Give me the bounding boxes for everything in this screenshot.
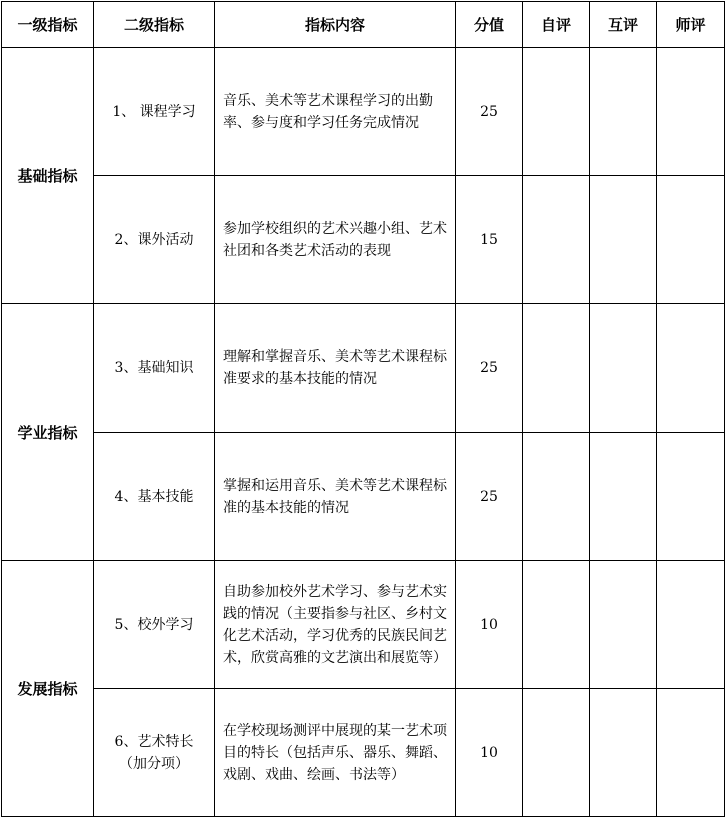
header-level2: 二级指标 [94,2,215,48]
evaluation-table [1,1,725,817]
item-content: 参加学校组织的艺术兴趣小组、艺术社团和各类艺术活动的表现 [215,176,456,304]
item-content: 自助参加校外艺术学习、参与艺术实践的情况（主要指参与社区、乡村文化艺术活动，学习优秀的民族民间艺术，欣赏高雅的文艺演出和展览等） [215,561,456,689]
group-name: 学业指标 [2,304,94,561]
item-content: 理解和掌握音乐、美术等艺术课程标准要求的基本技能的情况 [215,304,456,433]
item-name: 5、校外学习 [94,561,215,689]
item-note: （加分项） [119,755,189,772]
table-row [2,176,725,304]
table-row [2,561,725,689]
group-name: 基础指标 [2,48,94,304]
header-score: 分值 [456,2,523,48]
self-eval-cell[interactable] [523,176,590,304]
header-content: 指标内容 [215,2,456,48]
item-score: 25 [456,304,523,433]
item-name: 3、基础知识 [94,304,215,433]
table-row [2,48,725,176]
header-level1: 一级指标 [2,2,94,48]
peer-eval-cell[interactable] [590,689,657,817]
item-name-cell [94,689,215,817]
self-eval-cell[interactable] [523,689,590,817]
teacher-eval-cell[interactable] [657,689,725,817]
teacher-eval-cell[interactable] [657,304,725,433]
peer-eval-cell[interactable] [590,304,657,433]
teacher-eval-cell[interactable] [657,48,725,176]
table-row [2,304,725,433]
item-score: 15 [456,176,523,304]
peer-eval-cell[interactable] [590,176,657,304]
item-name: 4、基本技能 [94,433,215,561]
header-row [2,2,725,48]
item-name: 2、课外活动 [94,176,215,304]
item-score: 25 [456,48,523,176]
item-score: 10 [456,689,523,817]
header-teacher-eval: 师评 [657,2,725,48]
peer-eval-cell[interactable] [590,48,657,176]
self-eval-cell[interactable] [523,561,590,689]
item-name: 6、艺术特长 [114,733,194,750]
self-eval-cell[interactable] [523,433,590,561]
item-name: 1、 课程学习 [94,48,215,176]
header-self-eval: 自评 [523,2,590,48]
peer-eval-cell[interactable] [590,561,657,689]
item-score: 25 [456,433,523,561]
item-content: 掌握和运用音乐、美术等艺术课程标准的基本技能的情况 [215,433,456,561]
item-content: 在学校现场测评中展现的某一艺术项目的特长（包括声乐、器乐、舞蹈、戏剧、戏曲、绘画、书法等） [215,689,456,817]
table-row [2,689,725,817]
self-eval-cell[interactable] [523,304,590,433]
item-content: 音乐、美术等艺术课程学习的出勤率、参与度和学习任务完成情况 [215,48,456,176]
self-eval-cell[interactable] [523,48,590,176]
peer-eval-cell[interactable] [590,433,657,561]
header-peer-eval: 互评 [590,2,657,48]
table-row [2,433,725,561]
group-name: 发展指标 [2,561,94,817]
teacher-eval-cell[interactable] [657,561,725,689]
teacher-eval-cell[interactable] [657,433,725,561]
teacher-eval-cell[interactable] [657,176,725,304]
item-score: 10 [456,561,523,689]
